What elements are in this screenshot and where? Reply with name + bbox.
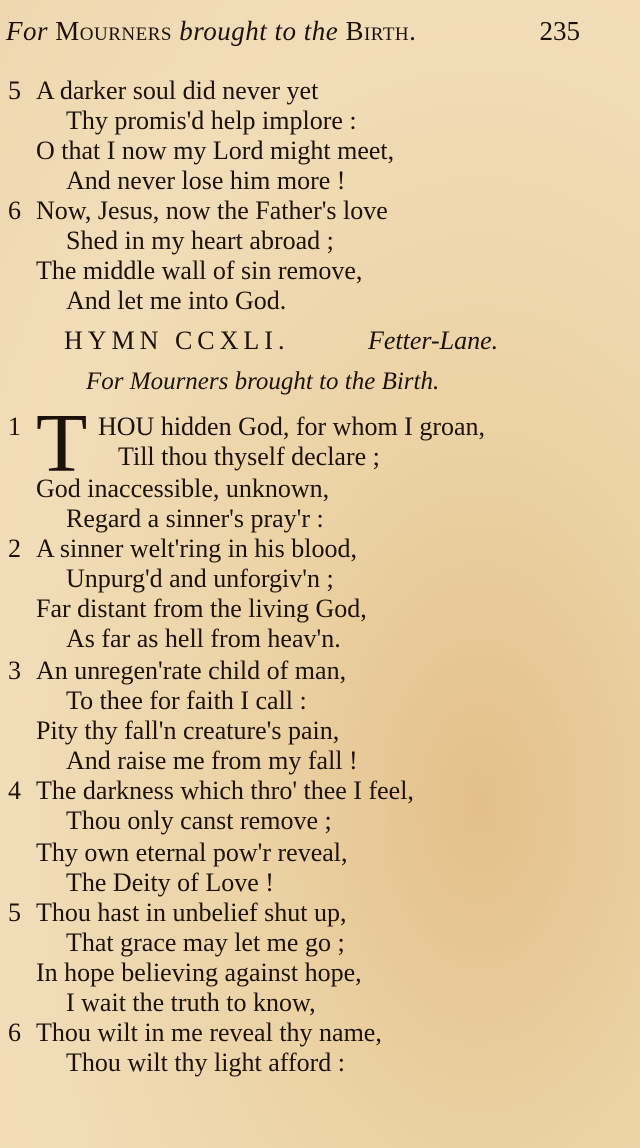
verse-line: And raise me from my fall ! — [66, 746, 358, 775]
drop-cap: T — [36, 397, 88, 490]
page-number: 235 — [539, 16, 580, 46]
verse-line: God inaccessible, unknown, — [36, 474, 330, 503]
hymn-subtitle: For Mourners brought to the Birth. — [86, 368, 440, 395]
verse-line: The Deity of Love ! — [66, 868, 274, 897]
verse-line: HOU hidden God, for whom I groan, — [98, 412, 486, 441]
verse-line: Regard a sinner's pray'r : — [66, 504, 324, 533]
verse-line: And let me into God. — [66, 286, 287, 315]
verse-line: Thy own eternal pow'r reveal, — [36, 838, 348, 867]
stanza-number: 6 — [8, 1018, 21, 1047]
hymn-title: HYMN CCXLI. — [64, 326, 290, 355]
verse-line: To thee for faith I call : — [66, 686, 307, 715]
verse-line: In hope believing against hope, — [36, 958, 362, 987]
verse-line: Thou hast in unbelief shut up, — [36, 898, 347, 927]
verse-line: Pity thy fall'n creature's pain, — [36, 716, 340, 745]
verse-line: That grace may let me go ; — [66, 928, 345, 957]
stanza-number: 1 — [8, 412, 21, 441]
running-head — [6, 16, 416, 47]
verse-line: A sinner welt'ring in his blood, — [36, 534, 358, 563]
verse-line: Now, Jesus, now the Father's love — [36, 196, 388, 225]
stanza-number: 6 — [8, 196, 21, 225]
verse-line: Thou wilt thy light afford : — [66, 1048, 345, 1077]
verse-line: Far distant from the living God, — [36, 594, 367, 623]
verse-line: As far as hell from heav'n. — [66, 624, 341, 653]
verse-line: Shed in my heart abroad ; — [66, 226, 334, 255]
verse-line: Till thou thyself declare ; — [118, 442, 380, 471]
stanza-number: 2 — [8, 534, 21, 563]
stanza-number: 5 — [8, 76, 21, 105]
page-header — [6, 16, 626, 56]
verse-line: Thou wilt in me reveal thy name, — [36, 1018, 382, 1047]
running-head-birth: Birth. — [345, 16, 417, 46]
verse-line: The darkness which thro' thee I feel, — [36, 776, 414, 805]
verse-line: I wait the truth to know, — [66, 988, 316, 1017]
stanza-number: 4 — [8, 776, 21, 805]
running-head-brought: brought to the — [179, 16, 339, 46]
verse-line: An unregen'rate child of man, — [36, 656, 347, 685]
stanza-number: 3 — [8, 656, 21, 685]
running-head-for: For — [6, 16, 48, 46]
verse-line: O that I now my Lord might meet, — [36, 136, 395, 165]
verse-line: A darker soul did never yet — [36, 76, 319, 105]
verse-line: And never lose him more ! — [66, 166, 346, 195]
running-head-mourners: Mourners — [55, 16, 172, 46]
verse-line: Thy promis'd help implore : — [66, 106, 357, 135]
verse-line: Thou only canst remove ; — [66, 806, 332, 835]
stanza-number: 5 — [8, 898, 21, 927]
tune-name: Fetter-Lane. — [368, 326, 499, 355]
verse-line: The middle wall of sin remove, — [36, 256, 363, 285]
verse-line: Unpurg'd and unforgiv'n ; — [66, 564, 334, 593]
